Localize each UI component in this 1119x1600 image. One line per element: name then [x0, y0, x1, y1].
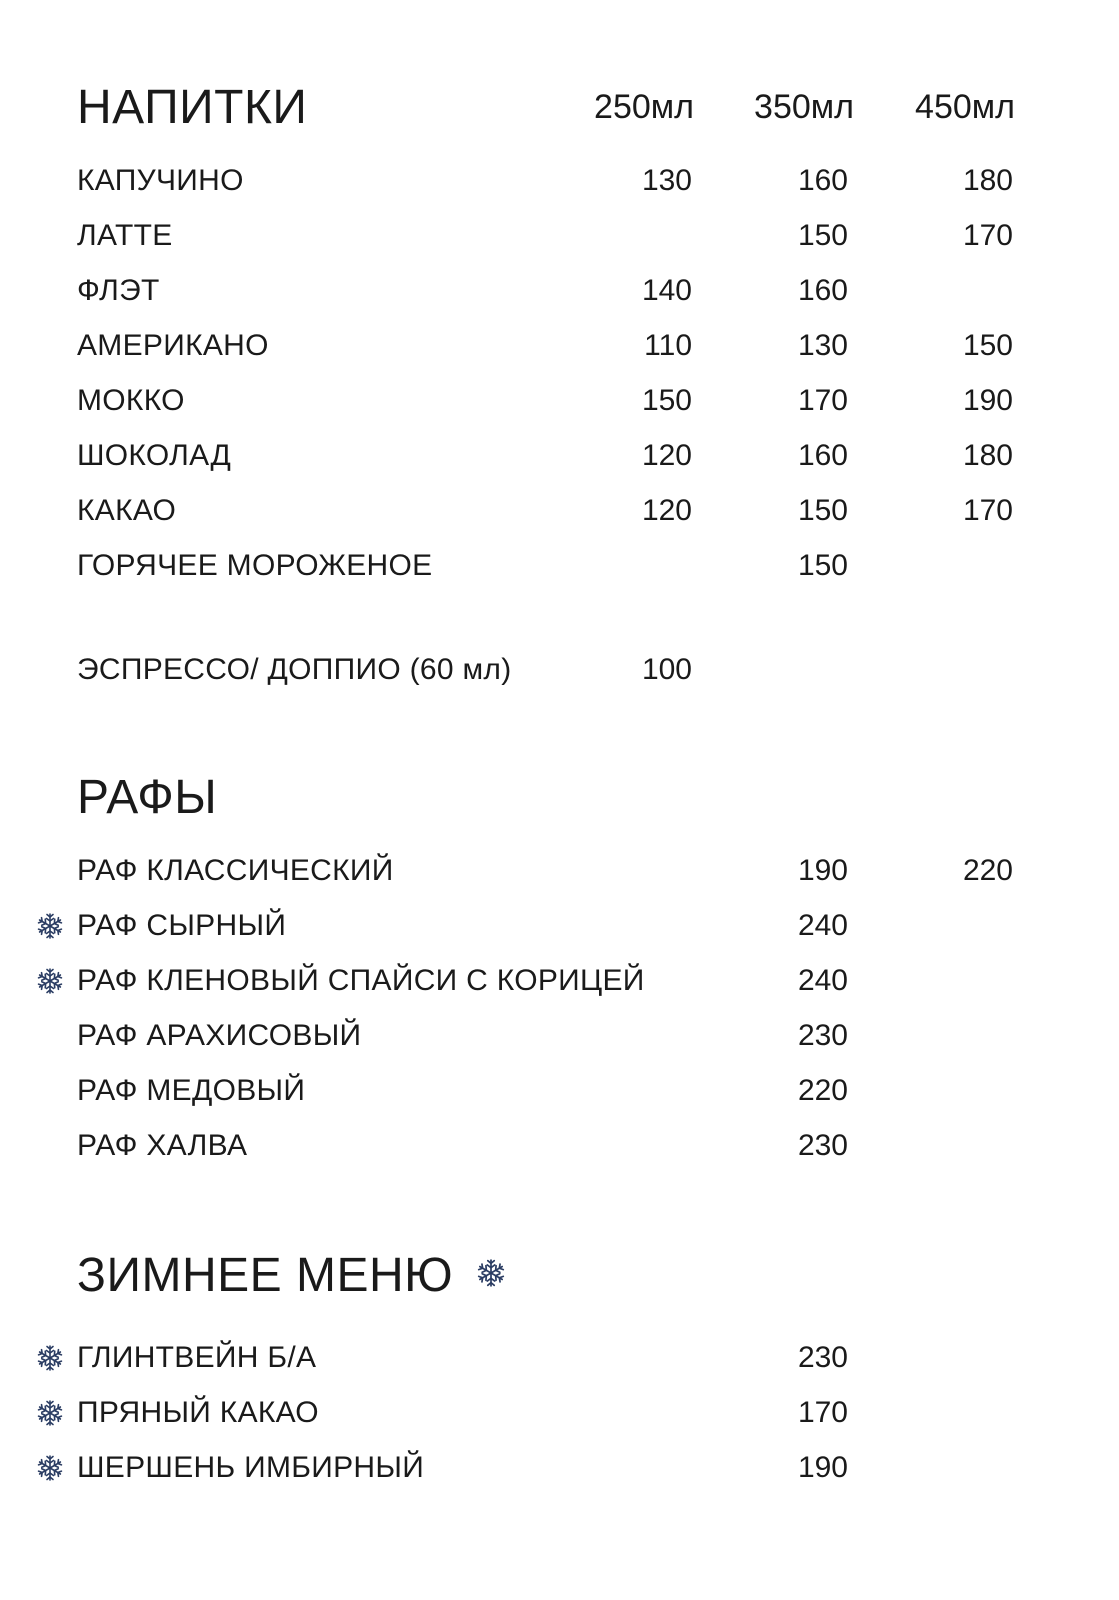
price-450: 180	[962, 439, 1013, 472]
price-350: 240	[797, 909, 848, 942]
price-250: 150	[641, 384, 692, 417]
size-header-450: 450мл	[915, 88, 1015, 126]
price-450: 170	[962, 219, 1013, 252]
menu-row	[0, 851, 1119, 891]
item-name: РАФ СЫРНЫЙ	[77, 909, 287, 942]
price-450: 150	[962, 329, 1013, 362]
price-350: 130	[797, 329, 848, 362]
price-350: 170	[797, 384, 848, 417]
menu-row	[0, 1016, 1119, 1056]
menu-row	[0, 1071, 1119, 1111]
size-header-350: 350мл	[754, 88, 854, 126]
item-name: РАФ КЛЕНОВЫЙ СПАЙСИ С КОРИЦЕЙ	[77, 964, 645, 997]
menu-row	[0, 216, 1119, 256]
item-name: ЭСПРЕССО/ ДОППИО (60 мл)	[77, 653, 512, 686]
item-name: КАКАО	[77, 494, 177, 527]
menu-row	[0, 1126, 1119, 1166]
price-450: 180	[962, 164, 1013, 197]
item-name: ШОКОЛАД	[77, 439, 232, 472]
item-name: МОККО	[77, 384, 185, 417]
snowflake-icon	[36, 1454, 64, 1482]
price-450: 220	[962, 854, 1013, 887]
menu-row	[0, 906, 1119, 946]
menu-row	[0, 1393, 1119, 1433]
menu-row	[0, 1448, 1119, 1488]
snowflake-icon	[36, 967, 64, 995]
item-name: РАФ МЕДОВЫЙ	[77, 1074, 306, 1107]
price-350: 240	[797, 964, 848, 997]
section-title-winter: ЗИМНЕЕ МЕНЮ	[77, 1249, 454, 1302]
item-name: РАФ АРАХИСОВЫЙ	[77, 1019, 362, 1052]
price-250: 110	[644, 329, 692, 362]
size-header-250: 250мл	[594, 88, 694, 126]
price-250: 120	[641, 439, 692, 472]
price-250: 130	[641, 164, 692, 197]
snowflake-icon	[36, 1399, 64, 1427]
item-name: ШЕРШЕНЬ ИМБИРНЫЙ	[77, 1451, 425, 1484]
item-name: ЛАТТЕ	[77, 219, 173, 252]
snowflake-icon	[36, 912, 64, 940]
snowflake-icon	[36, 1344, 64, 1372]
menu-row	[0, 326, 1119, 366]
price-250: 140	[641, 274, 692, 307]
price-450: 190	[962, 384, 1013, 417]
price-350: 230	[797, 1019, 848, 1052]
price-350: 150	[797, 549, 848, 582]
item-name: АМЕРИКАНО	[77, 329, 269, 362]
menu-row	[0, 381, 1119, 421]
item-name: РАФ ХАЛВА	[77, 1129, 248, 1162]
price-espresso: 100	[641, 653, 692, 686]
menu-row-espresso	[0, 650, 1119, 690]
item-name: ФЛЭТ	[77, 274, 160, 307]
menu-row	[0, 271, 1119, 311]
price: 190	[797, 1451, 848, 1484]
price-350: 190	[797, 854, 848, 887]
item-name: ГЛИНТВЕЙН Б/А	[77, 1341, 317, 1374]
price-250: 120	[641, 494, 692, 527]
menu-row	[0, 1338, 1119, 1378]
price: 230	[797, 1341, 848, 1374]
price-350: 230	[797, 1129, 848, 1162]
price-350: 160	[797, 274, 848, 307]
price-350: 160	[797, 164, 848, 197]
price-350: 160	[797, 439, 848, 472]
item-name: ПРЯНЫЙ КАКАО	[77, 1396, 319, 1429]
menu-row	[0, 546, 1119, 586]
item-name: КАПУЧИНО	[77, 164, 244, 197]
price-350: 150	[797, 219, 848, 252]
section-title-drinks: НАПИТКИ	[77, 81, 308, 134]
snowflake-icon	[476, 1258, 506, 1288]
menu-row	[0, 491, 1119, 531]
price-450: 170	[962, 494, 1013, 527]
menu-row	[0, 961, 1119, 1001]
item-name: ГОРЯЧЕЕ МОРОЖЕНОЕ	[77, 549, 433, 582]
price-350: 150	[797, 494, 848, 527]
menu-row	[0, 436, 1119, 476]
item-name: РАФ КЛАССИЧЕСКИЙ	[77, 854, 394, 887]
section-title-rafs: РАФЫ	[77, 771, 218, 824]
menu-row	[0, 161, 1119, 201]
price: 170	[797, 1396, 848, 1429]
price-350: 220	[797, 1074, 848, 1107]
